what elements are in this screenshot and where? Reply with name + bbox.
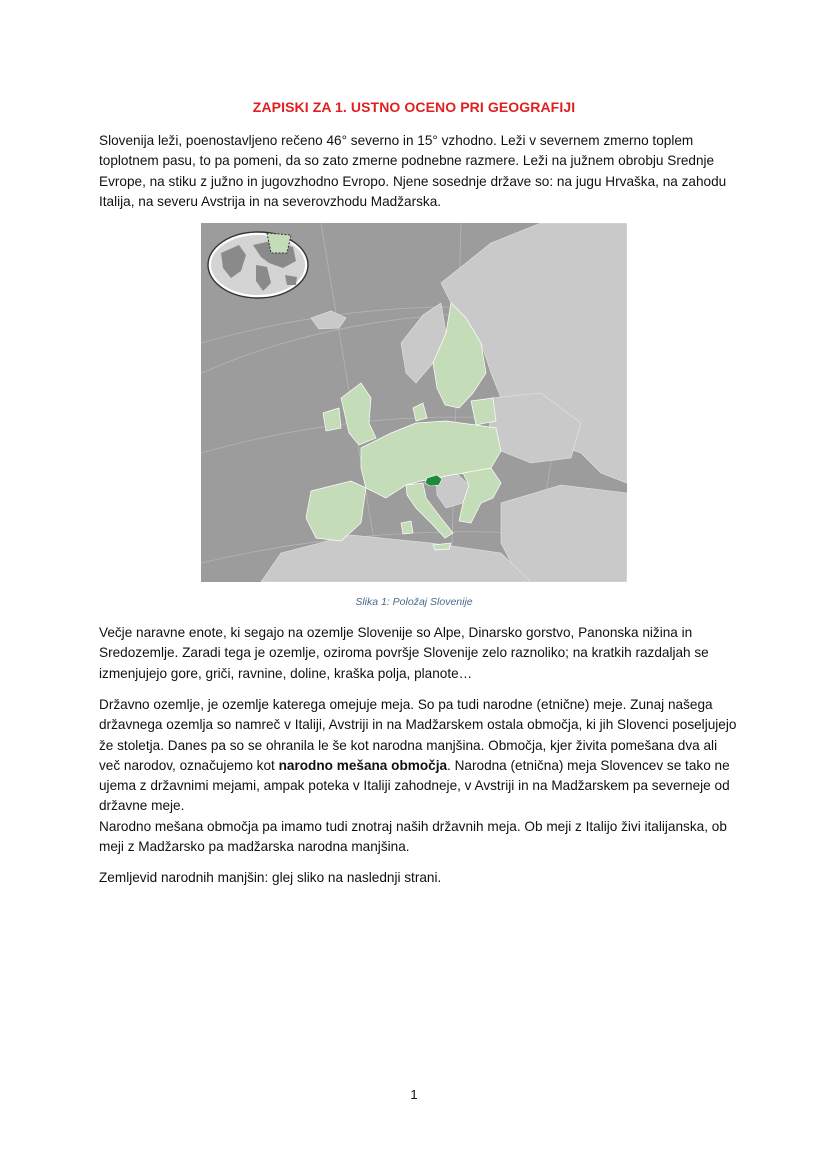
paragraph-text: Narodno mešana območja pa imamo tudi znotraj naših državnih meja. Ob meji z Italijo živi italijanska, ob meji z Madžarsko pa madžarska narodna manjšina.	[99, 818, 727, 855]
bold-term: narodno mešana območja	[278, 757, 448, 773]
map-figure	[201, 223, 627, 582]
paragraph-location: Slovenija leži, poenostavljeno rečeno 46° severno in 15° vzhodno. Leži v severnem zmerno toplem toplotnem pasu, to pa pomeni, da so zato zmerne podnebne razmere. Leži na južnem obrobju Srednje Evrope, na stiku z južno in jugovzhodno Evropo. Njene sosednje države so: na jugu Hrvaška, na zahodu Italija, na severu Avstrija in na severovzhodu Madžarska.	[99, 133, 727, 209]
figure-caption: Slika 1: Položaj Slovenije	[355, 596, 473, 608]
inset-globe	[208, 232, 308, 298]
page-title: ZAPISKI ZA 1. USTNO OCENO PRI GEOGRAFIJI	[252, 99, 576, 115]
page-number: 1	[410, 1087, 418, 1102]
paragraph-map-reference: Zemljevid narodnih manjšin: glej sliko na naslednji strani.	[99, 870, 442, 885]
europe-map-image	[201, 223, 627, 582]
paragraph-natural-units: Večje naravne enote, ki segajo na ozemlje Slovenije so Alpe, Dinarsko gorstvo, Panonska nižina in Sredozemlje. Zaradi tega je ozemlje, oziroma površje Slovenije zelo raznoliko; na kratkih razdaljah se izmenjujejo gore, griči, ravnine, doline, kraška polja, planote…	[99, 625, 709, 681]
paragraph-text: Državno ozemlje, je ozemlje katerega omejuje meja. So pa tudi narodne (etnične) meje. Zunaj našega državnega ozemlja so namreč v Italiji, Avstriji in na Madžarskem ostala območja, ki jih Slovenci poseljujejo že stoletja. Danes pa so se ohranila le še kot narodna manjšina. Območja, kjer živita pomešana dva ali več narodov, označujemo kot	[99, 697, 737, 773]
paragraph-text: . Narodna (etnična) meja Slovencev se tako ne ujema z državnimi mejami, ampak poteka v Italiji zahodneje, v Avstriji in na Madžarskem pa severneje od državne meje.	[99, 757, 730, 814]
paragraph-ethnic-borders	[99, 695, 739, 857]
